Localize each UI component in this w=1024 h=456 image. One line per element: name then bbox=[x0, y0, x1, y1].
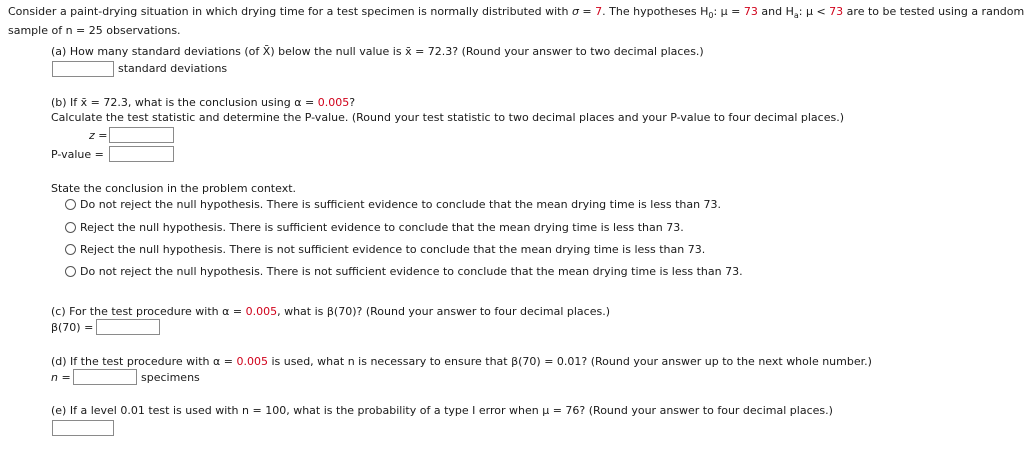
conclusion-option-3-label[interactable]: Reject the null hypothesis. There is not sufficient evidence to conclude that the mean drying time is less than 73. bbox=[80, 243, 706, 256]
part-a-question: (a) How many standard deviations (of X̄) below the null value is x̄ = 72.3? (Round your answer to two decimal places.) bbox=[51, 45, 704, 58]
p-value-input[interactable] bbox=[109, 146, 174, 162]
z-label: z = bbox=[89, 129, 108, 142]
conclusion-option-4-label[interactable]: Do not reject the null hypothesis. There is not sufficient evidence to conclude that the mean drying time is less than 73. bbox=[80, 265, 743, 278]
conclusion-option-3-radio[interactable] bbox=[65, 244, 76, 255]
z-input[interactable] bbox=[109, 127, 174, 143]
conclusion-option-2-radio[interactable] bbox=[65, 222, 76, 233]
n-input[interactable] bbox=[73, 369, 137, 385]
p-value-label: P-value = bbox=[51, 148, 104, 161]
conclusion-option-4-radio[interactable] bbox=[65, 266, 76, 277]
n-label: n = bbox=[51, 371, 71, 384]
part-e-answer-input[interactable] bbox=[52, 420, 114, 436]
part-c-question: (c) For the test procedure with α = 0.005, what is β(70)? (Round your answer to four decimal places.) bbox=[51, 305, 610, 318]
part-d-alpha: 0.005 bbox=[236, 355, 268, 368]
part-d-unit: specimens bbox=[141, 371, 200, 384]
conclusion-option-1-label[interactable]: Do not reject the null hypothesis. There is sufficient evidence to conclude that the mean drying time is less than 73. bbox=[80, 198, 722, 211]
part-e-question: (e) If a level 0.01 test is used with n = 100, what is the probability of a type I error when μ = 76? (Round your answer to four decimal places.) bbox=[51, 404, 833, 417]
conclusion-option-1-radio[interactable] bbox=[65, 199, 76, 210]
conclusion-prompt: State the conclusion in the problem context. bbox=[51, 182, 297, 195]
null-mean-value: 73 bbox=[743, 5, 758, 18]
part-b-alpha: 0.005 bbox=[317, 96, 350, 109]
beta-70-label: β(70) = bbox=[51, 321, 94, 334]
alt-mean-value: 73 bbox=[829, 5, 844, 18]
sigma-value: 7 bbox=[595, 5, 603, 18]
part-d-question: (d) If the test procedure with α = 0.005 is used, what n is necessary to ensure that β(70) = 0.01? (Round your answer up to the next whole number.) bbox=[51, 355, 872, 368]
part-a-unit: standard deviations bbox=[118, 62, 228, 75]
conclusion-option-2-label[interactable]: Reject the null hypothesis. There is sufficient evidence to conclude that the mean drying time is less than 73. bbox=[80, 221, 684, 234]
beta-70-input[interactable] bbox=[96, 319, 160, 335]
problem-intro-line2: sample of n = 25 observations. bbox=[8, 24, 181, 37]
part-c-alpha: 0.005 bbox=[245, 305, 278, 318]
part-a-answer-input[interactable] bbox=[52, 61, 114, 77]
part-b-instructions: Calculate the test statistic and determine the P-value. (Round your test statistic to two decimal places and your P-value to four decimal places.) bbox=[51, 111, 844, 124]
problem-intro-line1: Consider a paint-drying situation in which drying time for a test specimen is normally distributed with σ = 7. The hypotheses $H_0$: μ = 73 and $H_a$: μ < 73 are to be tested using a random bbox=[8, 5, 1024, 21]
part-b-question: (b) If x̄ = 72.3, what is the conclusion using α = 0.005? bbox=[51, 96, 356, 109]
